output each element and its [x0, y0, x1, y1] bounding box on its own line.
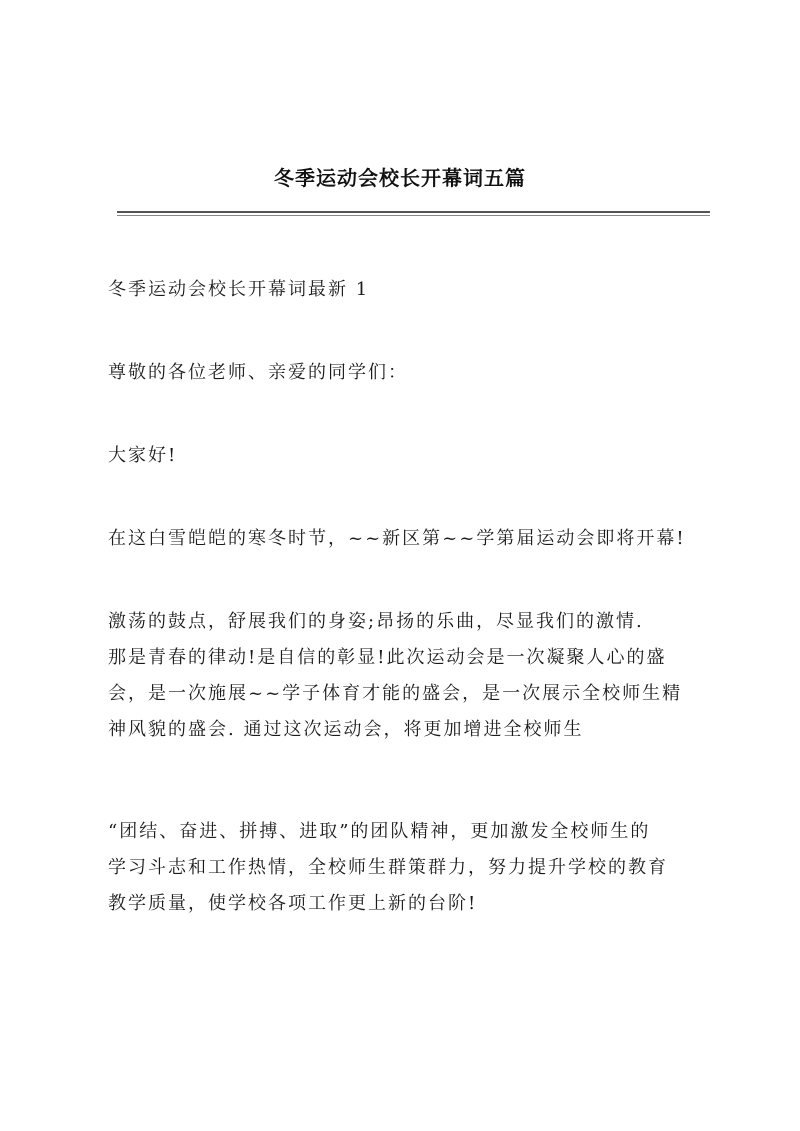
paragraph-line: 激荡的鼓点，舒展我们的身姿;昂扬的乐曲，尽显我们的激情. [108, 611, 644, 632]
section-heading [108, 272, 714, 308]
paragraph-body-2 [108, 814, 714, 922]
paragraph-line: 神风貌的盛会. 通过这次运动会，将更加增进全校师生 [108, 719, 584, 740]
paragraph-opening [108, 521, 714, 557]
section-heading-text: 冬季运动会校长开幕词最新 1 [108, 279, 370, 300]
document-title: 冬季运动会校长开幕词五篇 [274, 166, 526, 190]
greeting [108, 438, 714, 474]
title-divider-thin [117, 215, 710, 216]
paragraph-opening-text: 在这白雪皑皑的寒冬时节，~~新区第~~学第届运动会即将开幕! [108, 528, 686, 549]
salutation-text: 尊敬的各位老师、亲爱的同学们： [108, 362, 408, 383]
paragraph-line: 会，是一次施展~~学子体育才能的盛会，是一次展示全校师生精 [108, 683, 683, 704]
greeting-text: 大家好! [108, 445, 178, 466]
paragraph-line: 教学质量，使学校各项工作更上新的台阶! [108, 893, 478, 914]
paragraph-body-1 [108, 604, 714, 748]
paragraph-line: “团结、奋进、拼搏、进取”的团队精神，更加激发全校师生的 [108, 821, 651, 842]
paragraph-line: 那是青春的律动!是自信的彰显!此次运动会是一次凝聚人心的盛 [108, 647, 667, 668]
paragraph-line: 学习斗志和工作热情，全校师生群策群力，努力提升学校的教育 [108, 857, 668, 878]
title-divider [117, 211, 710, 213]
salutation [108, 355, 714, 391]
